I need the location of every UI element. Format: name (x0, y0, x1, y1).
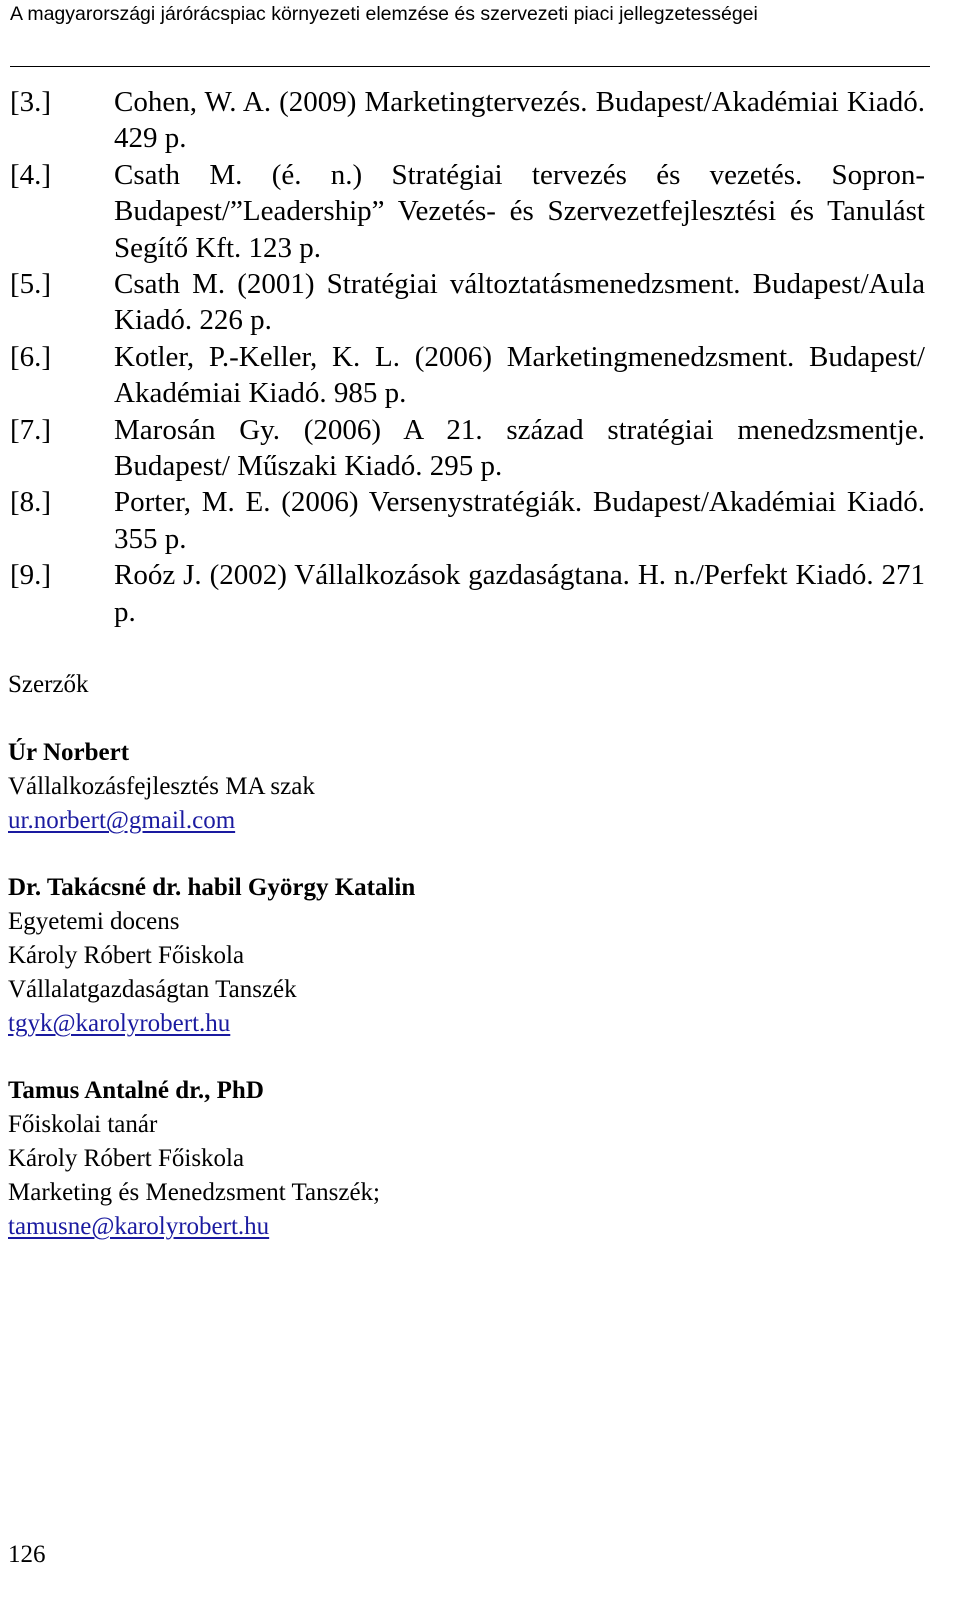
author-department: Vállalatgazdaságtan Tanszék (8, 976, 297, 1003)
author-institution: Károly Róbert Főiskola (8, 1145, 245, 1172)
page-number: 126 (8, 1541, 46, 1568)
reference-text: Csath M. (é. n.) Stratégiai tervezés és vezetés. Sopron-Budapest/”Leadership” Vezetés- és Szervezetfejlesztési és Tanulást Segítő Kft. 123 p. (114, 158, 925, 264)
author-email-link[interactable]: ur.norbert@gmail.com (8, 807, 236, 834)
author-name: Úr Norbert (8, 739, 130, 766)
reference-number: [4.] (10, 158, 52, 191)
author-email-link[interactable]: tgyk@karolyrobert.hu (8, 1010, 231, 1037)
author-title: Főiskolai tanár (8, 1111, 158, 1138)
author-institution: Károly Róbert Főiskola (8, 942, 245, 969)
author-email-link[interactable]: tamusne@karolyrobert.hu (8, 1213, 270, 1240)
reference-number: [9.] (10, 559, 52, 592)
author-block (8, 736, 908, 838)
running-header: A magyarországi járórácspiac környezeti elemzése és szervezeti piaci jellegzetességei (10, 3, 758, 25)
reference-text: Marosán Gy. (2006) A 21. század stratégiai menedzsmentje. Budapest/ Műszaki Kiadó. 295 p. (114, 413, 925, 483)
reference-item (10, 84, 925, 157)
reference-text: Cohen, W. A. (2009) Marketingtervezés. Budapest/Akadémiai Kiadó. 429 p. (114, 86, 925, 155)
reference-text: Roóz J. (2002) Vállalkozások gazdaságtana. H. n./Perfekt Kiadó. 271 p. (114, 559, 925, 628)
authors-heading: Szerzők (8, 671, 89, 698)
reference-item (10, 484, 925, 557)
reference-item (10, 412, 925, 485)
author-affiliation: Vállalkozásfejlesztés MA szak (8, 773, 315, 800)
author-department: Marketing és Menedzsment Tanszék; (8, 1179, 380, 1206)
author-block (8, 871, 908, 1041)
reference-item (10, 339, 925, 412)
reference-item (10, 557, 925, 630)
reference-number: [6.] (10, 340, 52, 373)
author-name: Tamus Antalné dr., PhD (8, 1077, 264, 1104)
reference-item (10, 157, 925, 266)
reference-text: Kotler, P.-Keller, K. L. (2006) Marketingmenedzsment. Budapest/ Akadémiai Kiadó. 985 p. (114, 340, 925, 410)
author-name: Dr. Takácsné dr. habil György Katalin (8, 874, 416, 901)
reference-item (10, 266, 925, 339)
reference-number: [8.] (10, 486, 52, 519)
reference-text: Porter, M. E. (2006) Versenystratégiák. Budapest/Akadémiai Kiadó. 355 p. (114, 486, 925, 555)
reference-number: [3.] (10, 86, 52, 118)
reference-text: Csath M. (2001) Stratégiai változtatásmenedzsment. Budapest/Aula Kiadó. 226 p. (114, 268, 925, 337)
author-block (8, 1074, 908, 1244)
author-title: Egyetemi docens (8, 908, 180, 935)
reference-list (10, 84, 925, 630)
reference-number: [7.] (10, 413, 52, 446)
reference-number: [5.] (10, 268, 52, 301)
header-rule (10, 66, 930, 67)
